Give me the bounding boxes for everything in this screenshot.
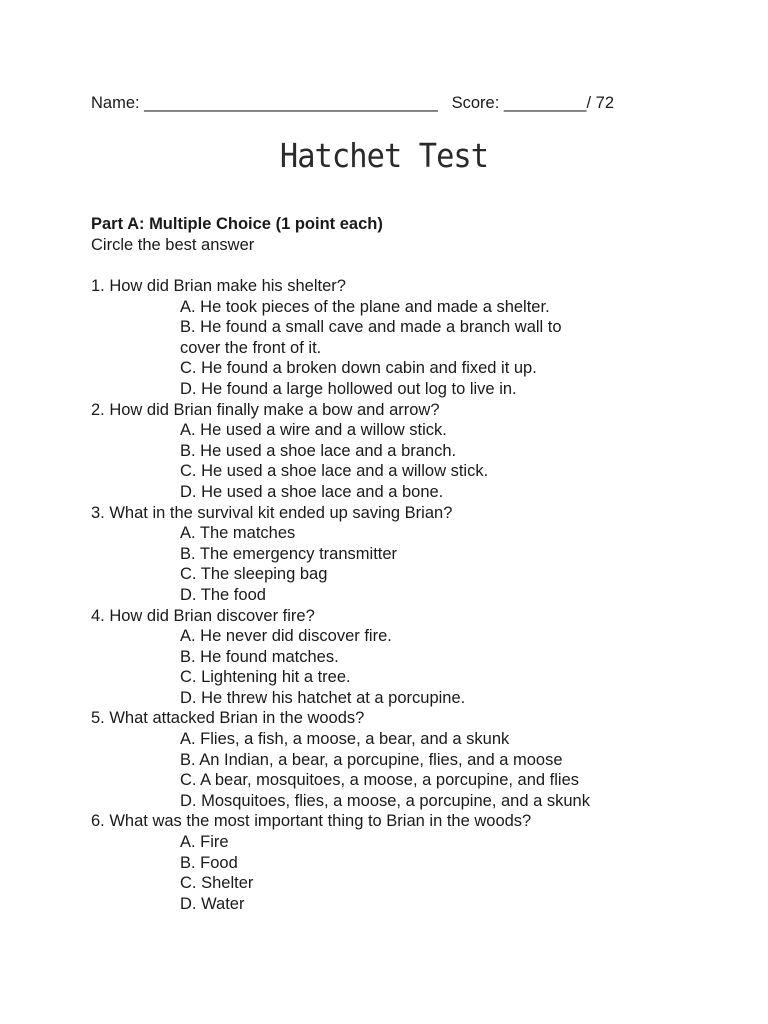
- header-line: [91, 93, 614, 113]
- answer-option: B. He found a small cave and made a branch wall to cover the front of it.: [180, 318, 562, 357]
- answer-option: A. He used a wire and a willow stick.: [180, 421, 447, 440]
- answer-option: D. He threw his hatchet at a porcupine.: [180, 688, 466, 707]
- answer-option: D. Water: [180, 894, 245, 913]
- question-3: [91, 503, 711, 606]
- answer-option: B. Food: [180, 853, 238, 872]
- question-stem: 2. How did Brian finally make a bow and arrow?: [91, 400, 440, 419]
- answer-option: A. The matches: [180, 524, 296, 543]
- answer-option: C. Shelter: [180, 874, 254, 893]
- answer-option: C. He found a broken down cabin and fixed it up.: [180, 359, 537, 378]
- answer-option: C. A bear, mosquitoes, a moose, a porcupine, and flies: [180, 771, 579, 790]
- answer-option: C. The sleeping bag: [180, 565, 328, 584]
- answer-option: C. He used a shoe lace and a willow stick.: [180, 462, 489, 481]
- answer-option: B. He found matches.: [180, 647, 339, 666]
- question-4: [91, 606, 711, 709]
- answer-option: A. He took pieces of the plane and made a shelter.: [180, 297, 550, 316]
- part-a-heading: Part A: Multiple Choice (1 point each): [91, 215, 383, 233]
- question-stem: 3. What in the survival kit ended up saving Brian?: [91, 503, 453, 522]
- question-5: [91, 708, 711, 811]
- part-a-instructions: Circle the best answer: [91, 236, 255, 254]
- page-title: Hatchet Test: [279, 136, 489, 175]
- question-1: [91, 276, 711, 400]
- answer-option: D. The food: [180, 585, 266, 604]
- answer-option: A. Fire: [180, 833, 229, 852]
- question-stem: 5. What attacked Brian in the woods?: [91, 709, 365, 728]
- question-6: [91, 811, 711, 914]
- answer-option: B. The emergency transmitter: [180, 544, 398, 563]
- question-stem: 1. How did Brian make his shelter?: [91, 277, 346, 295]
- question-stem: 4. How did Brian discover fire?: [91, 606, 315, 625]
- answer-option: D. He used a shoe lace and a bone.: [180, 482, 444, 501]
- question-list: [91, 276, 711, 914]
- answer-option: C. Lightening hit a tree.: [180, 668, 351, 687]
- question-2: [91, 400, 711, 503]
- answer-option: B. An Indian, a bear, a porcupine, flies, and a moose: [180, 750, 563, 769]
- question-stem: 6. What was the most important thing to Brian in the woods?: [91, 812, 532, 831]
- score-field-label: Score: _________/ 72: [451, 94, 615, 112]
- answer-option: A. Flies, a fish, a moose, a bear, and a skunk: [180, 730, 510, 749]
- answer-option: D. Mosquitoes, flies, a moose, a porcupine, and a skunk: [180, 791, 590, 810]
- answer-option: D. He found a large hollowed out log to live in.: [180, 379, 517, 398]
- answer-option: B. He used a shoe lace and a branch.: [180, 441, 457, 460]
- answer-option: A. He never did discover fire.: [180, 627, 392, 646]
- name-field-label: Name: ________________________________: [91, 94, 438, 112]
